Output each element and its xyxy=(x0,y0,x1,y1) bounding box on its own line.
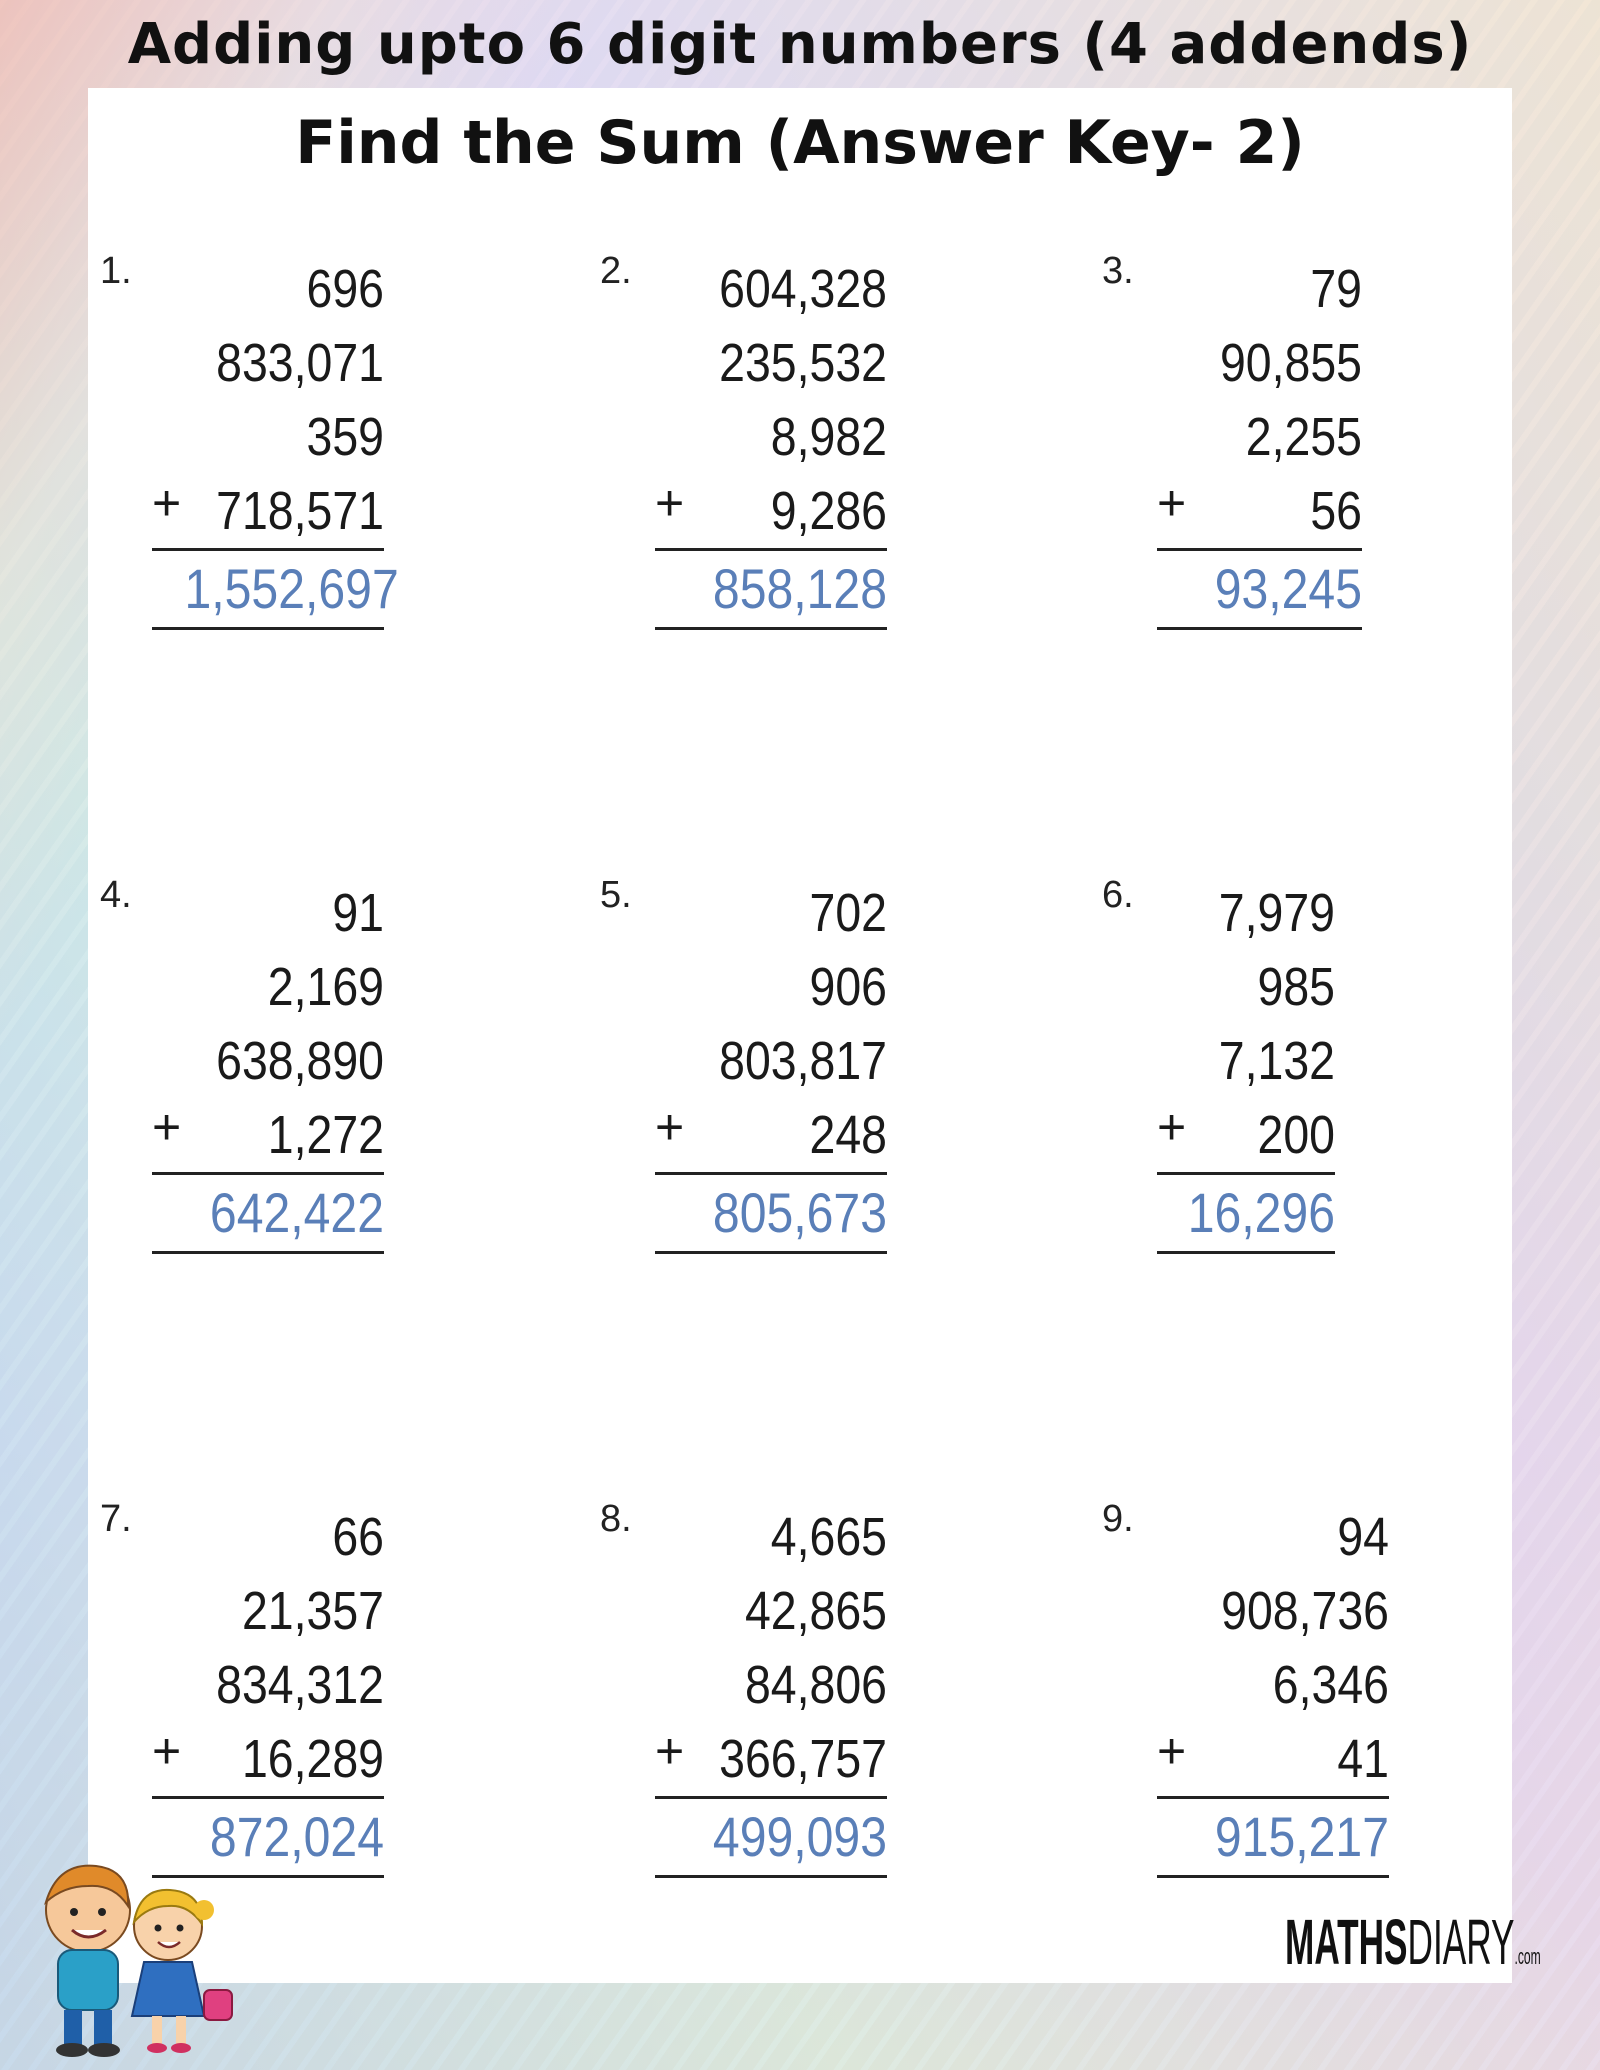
addend: 2,169 xyxy=(267,957,384,1017)
addition-stack xyxy=(152,876,384,1254)
addition-stack xyxy=(1157,252,1362,630)
logo-diary: DIARY xyxy=(1407,1906,1515,1978)
problem-number: 3. xyxy=(1102,250,1134,292)
problem-number: 8. xyxy=(600,1498,632,1540)
addend: 8,982 xyxy=(770,407,887,467)
plus-sign: + xyxy=(1157,1099,1187,1155)
addition-stack xyxy=(1157,1500,1389,1878)
problem-1 xyxy=(100,250,420,650)
answer: 642,422 xyxy=(209,1181,384,1244)
plus-sign: + xyxy=(152,475,182,531)
problem-2 xyxy=(600,250,920,650)
plus-sign: + xyxy=(1157,475,1187,531)
answer-rule xyxy=(655,627,887,630)
problem-8 xyxy=(600,1498,920,1898)
answer-rule xyxy=(1157,627,1362,630)
addend: 21,357 xyxy=(241,1581,384,1641)
problem-7 xyxy=(100,1498,420,1898)
addend: 56 xyxy=(1310,481,1362,541)
addend: 702 xyxy=(809,883,887,943)
problem-number: 1. xyxy=(100,250,132,292)
addend: 696 xyxy=(306,259,384,319)
addend: 7,132 xyxy=(1218,1031,1335,1091)
addend: 84,806 xyxy=(744,1655,887,1715)
addend: 7,979 xyxy=(1218,883,1335,943)
problem-number: 9. xyxy=(1102,1498,1134,1540)
addend: 235,532 xyxy=(719,333,887,393)
answer-rule xyxy=(1157,1251,1335,1254)
problem-number: 4. xyxy=(100,874,132,916)
addend: 906 xyxy=(809,957,887,1017)
addend: 9,286 xyxy=(770,481,887,541)
logo-maths: MATHS xyxy=(1285,1906,1408,1978)
addend: 2,255 xyxy=(1245,407,1362,467)
worksheet-subtitle: Find the Sum (Answer Key- 2) xyxy=(295,108,1305,178)
problem-number: 2. xyxy=(600,250,632,292)
problem-4 xyxy=(100,874,420,1274)
addition-stack xyxy=(1157,876,1335,1254)
answer: 805,673 xyxy=(712,1181,887,1244)
addend: 66 xyxy=(332,1507,384,1567)
addend: 248 xyxy=(809,1105,887,1165)
answer-rule xyxy=(152,1251,384,1254)
addition-stack xyxy=(655,252,887,630)
addend: 638,890 xyxy=(216,1031,384,1091)
addend: 16,289 xyxy=(241,1729,384,1789)
plus-sign: + xyxy=(655,1723,685,1779)
logo-com: .com xyxy=(1514,1944,1541,1969)
problem-9 xyxy=(1102,1498,1422,1898)
answer: 872,024 xyxy=(209,1805,384,1868)
answer: 16,296 xyxy=(1187,1181,1335,1244)
answer: 915,217 xyxy=(1214,1805,1389,1868)
addend: 366,757 xyxy=(719,1729,887,1789)
problem-3 xyxy=(1102,250,1422,650)
problem-number: 6. xyxy=(1102,874,1134,916)
addition-stack xyxy=(655,1500,887,1878)
answer: 93,245 xyxy=(1214,557,1362,620)
answer: 499,093 xyxy=(712,1805,887,1868)
addend: 359 xyxy=(306,407,384,467)
addend: 833,071 xyxy=(216,333,384,393)
problem-6 xyxy=(1102,874,1422,1274)
addition-stack xyxy=(655,876,887,1254)
addend: 834,312 xyxy=(216,1655,384,1715)
answer-rule xyxy=(152,627,384,630)
addend: 718,571 xyxy=(216,481,384,541)
plus-sign: + xyxy=(655,1099,685,1155)
addend: 4,665 xyxy=(770,1507,887,1567)
answer-rule xyxy=(1157,1875,1389,1878)
addend: 94 xyxy=(1337,1507,1389,1567)
kids-illustration xyxy=(18,1840,238,2060)
plus-sign: + xyxy=(1157,1723,1187,1779)
plus-sign: + xyxy=(152,1099,182,1155)
addend: 42,865 xyxy=(744,1581,887,1641)
addend: 908,736 xyxy=(1221,1581,1389,1641)
mathsdiary-logo xyxy=(1285,1905,1541,1979)
plus-sign: + xyxy=(152,1723,182,1779)
addend: 90,855 xyxy=(1219,333,1362,393)
addition-stack xyxy=(152,252,399,630)
answer: 1,552,697 xyxy=(184,557,399,620)
addend: 604,328 xyxy=(719,259,887,319)
addend: 91 xyxy=(332,883,384,943)
addend: 200 xyxy=(1257,1105,1335,1165)
problem-number: 5. xyxy=(600,874,632,916)
addition-stack xyxy=(152,1500,384,1878)
answer-rule xyxy=(655,1251,887,1254)
addend: 6,346 xyxy=(1272,1655,1389,1715)
problem-number: 7. xyxy=(100,1498,132,1540)
answer: 858,128 xyxy=(712,557,887,620)
addend: 803,817 xyxy=(719,1031,887,1091)
addend: 79 xyxy=(1310,259,1362,319)
problem-5 xyxy=(600,874,920,1274)
addend: 41 xyxy=(1337,1729,1389,1789)
worksheet-title: Adding upto 6 digit numbers (4 addends) xyxy=(127,12,1473,77)
plus-sign: + xyxy=(655,475,685,531)
answer-rule xyxy=(655,1875,887,1878)
addend: 1,272 xyxy=(267,1105,384,1165)
addend: 985 xyxy=(1257,957,1335,1017)
